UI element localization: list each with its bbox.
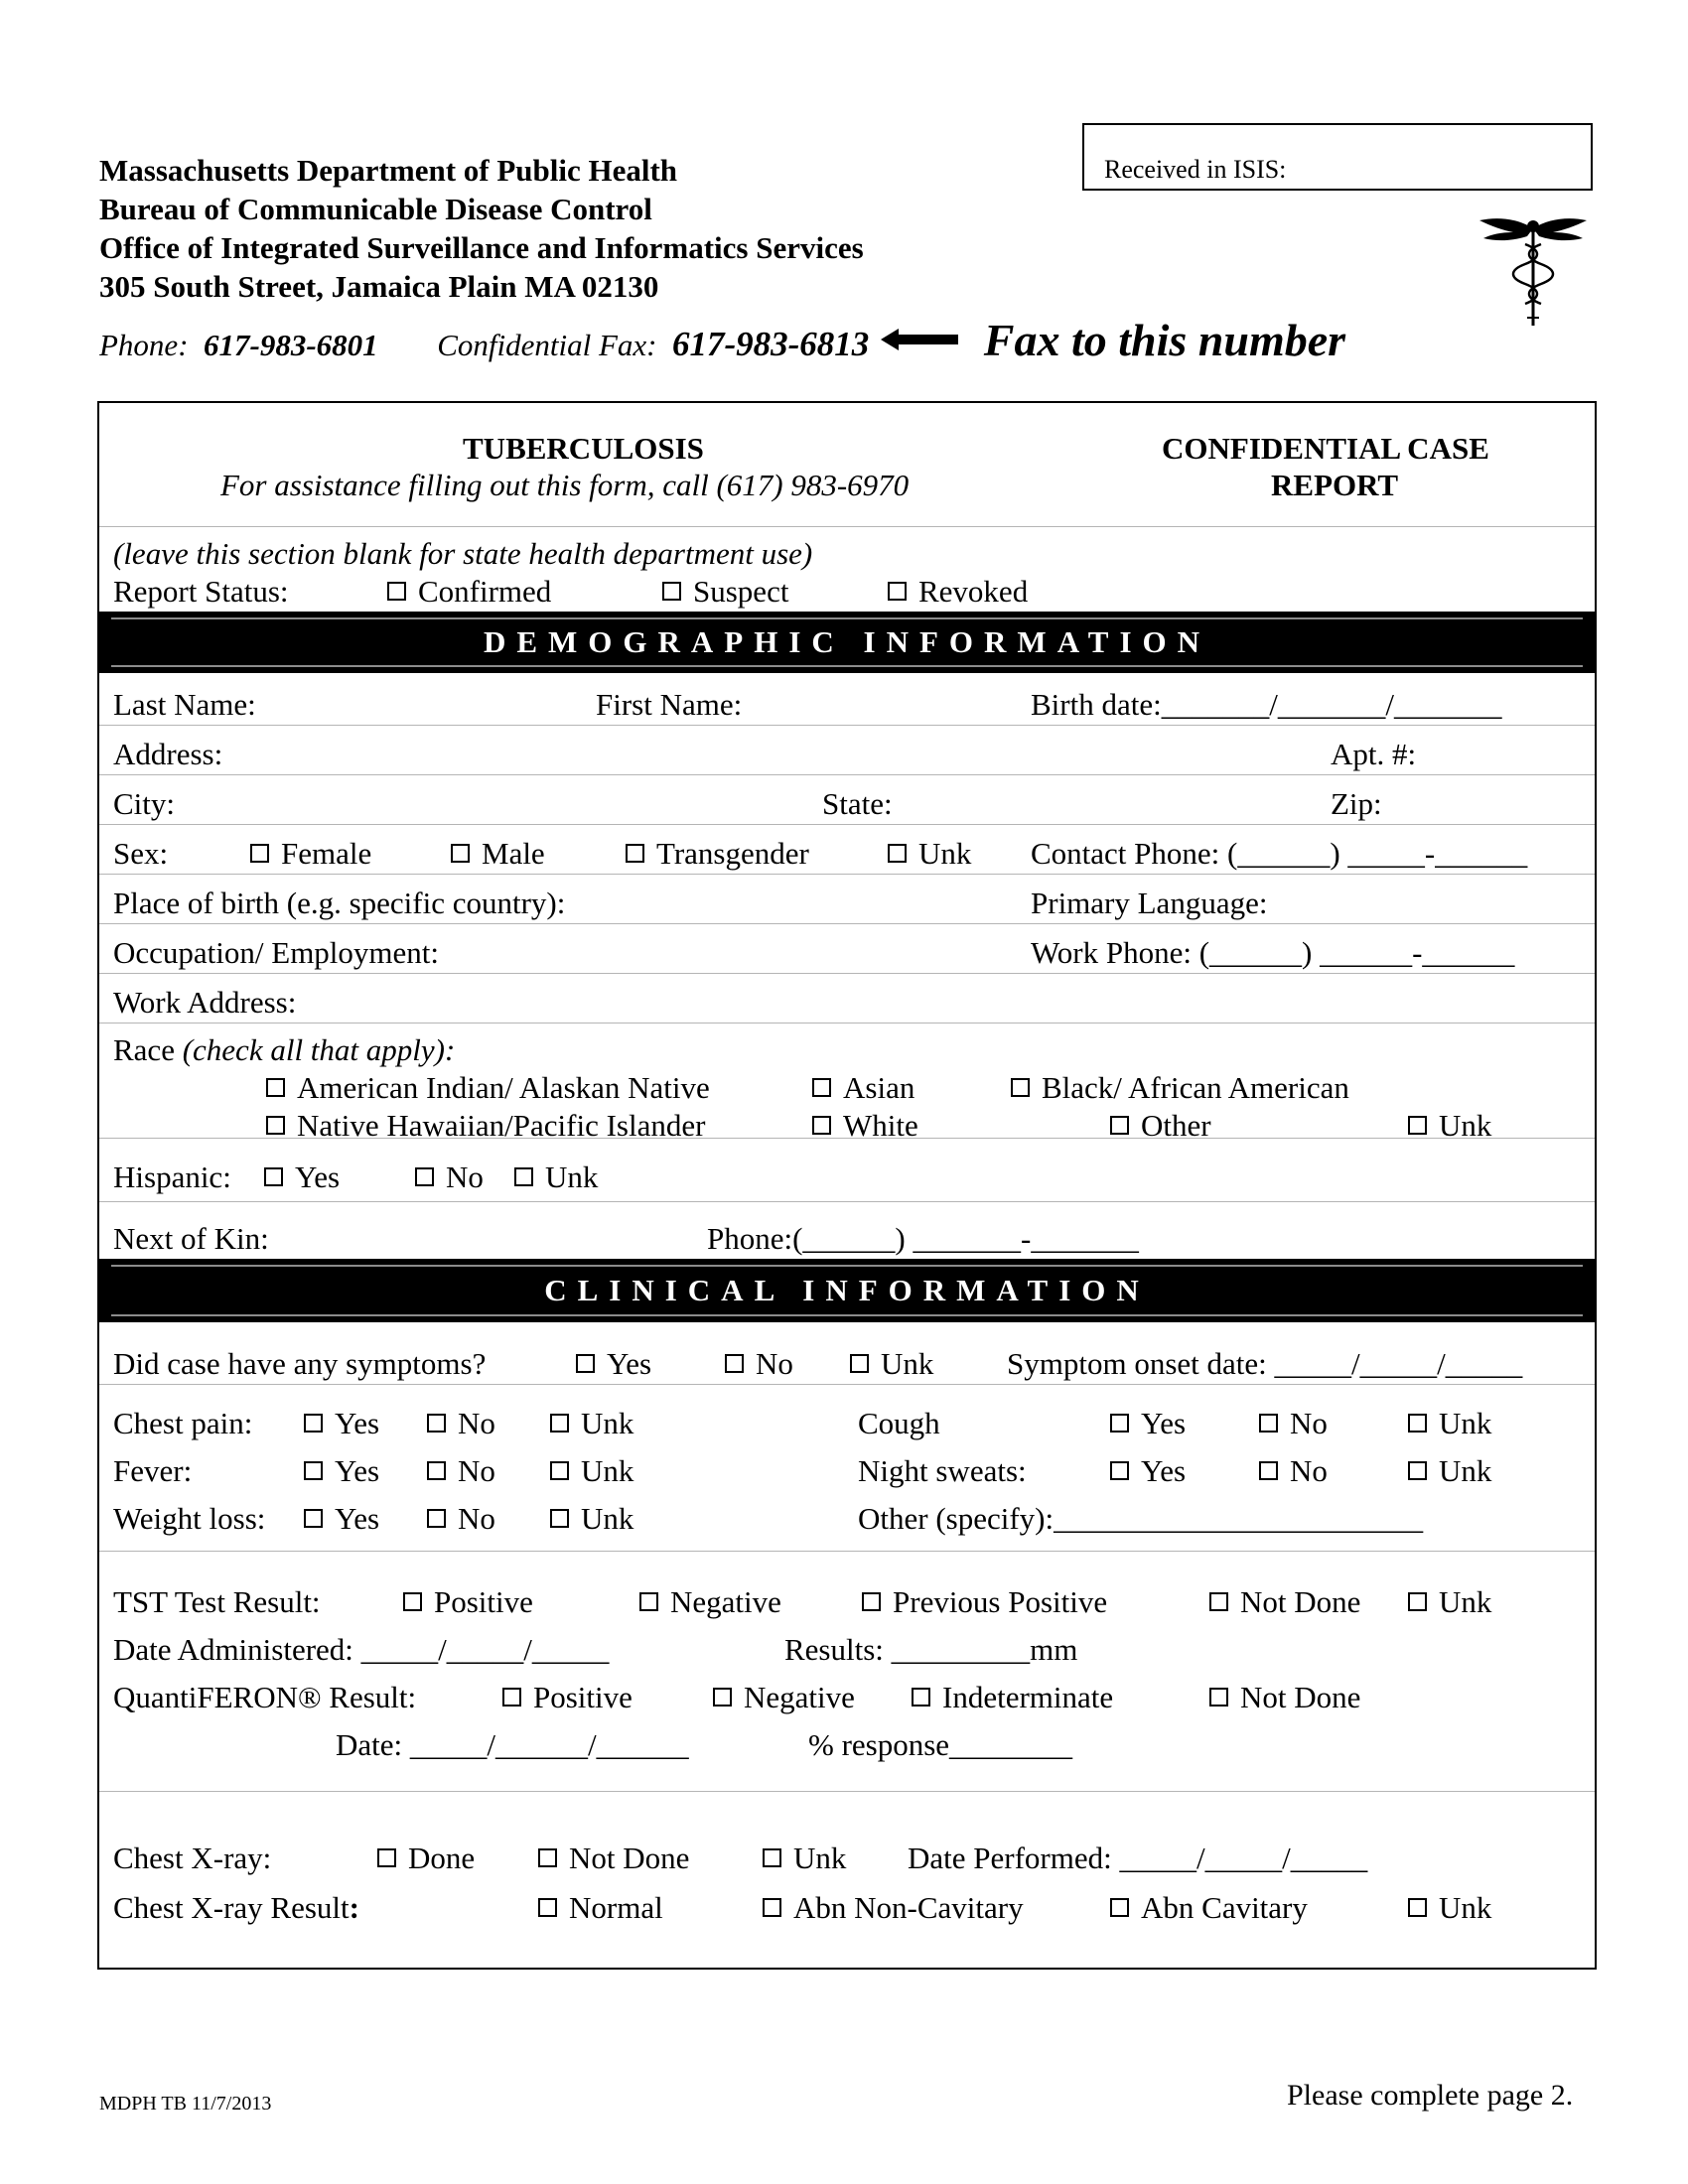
qft-not-done-checkbox[interactable]: Not Done <box>1209 1682 1360 1712</box>
date-performed-field[interactable]: Date Performed: _____/_____/_____ <box>908 1841 1368 1875</box>
status-confirmed-checkbox[interactable]: Confirmed <box>387 576 551 607</box>
next-of-kin-field[interactable]: Next of Kin: <box>113 1221 269 1256</box>
chest-xray-label: Chest X-ray: <box>113 1841 272 1875</box>
cxr-abn-non-cavitary-checkbox[interactable]: Abn Non-Cavitary <box>763 1892 1024 1923</box>
chest-pain-no-checkbox[interactable]: No <box>427 1408 495 1438</box>
symptoms-question: Did case have any symptoms? <box>113 1346 487 1381</box>
race-label: Race (check all that apply): <box>113 1032 456 1067</box>
weight-loss-yes-checkbox[interactable]: Yes <box>304 1503 379 1534</box>
symptoms-no-checkbox[interactable]: No <box>725 1348 793 1379</box>
status-revoked-checkbox[interactable]: Revoked <box>888 576 1028 607</box>
race-black-checkbox[interactable]: Black/ African American <box>1011 1072 1349 1103</box>
qft-response-field[interactable]: % response________ <box>808 1727 1073 1762</box>
arrow-left-icon <box>881 324 958 359</box>
fever-label: Fever: <box>113 1453 193 1488</box>
status-suspect-checkbox[interactable]: Suspect <box>662 576 788 607</box>
date-administered-field[interactable]: Date Administered: _____/_____/_____ <box>113 1632 610 1667</box>
qft-negative-checkbox[interactable]: Negative <box>713 1682 855 1712</box>
weight-loss-no-checkbox[interactable]: No <box>427 1503 495 1534</box>
agency-name: Massachusetts Department of Public Health <box>99 153 678 188</box>
race-asian-checkbox[interactable]: Asian <box>812 1072 914 1103</box>
birth-date-field[interactable]: Birth date:_______/_______/_______ <box>1031 687 1502 722</box>
race-american-indian-checkbox[interactable]: American Indian/ Alaskan Native <box>266 1072 710 1103</box>
weight-loss-label: Weight loss: <box>113 1501 266 1536</box>
report-status-label: Report Status: <box>113 574 289 609</box>
symptom-onset-field[interactable]: Symptom onset date: _____/_____/_____ <box>1007 1346 1523 1381</box>
sex-female-checkbox[interactable]: Female <box>250 838 371 869</box>
tst-negative-checkbox[interactable]: Negative <box>639 1586 781 1617</box>
chest-pain-label: Chest pain: <box>113 1406 253 1440</box>
demographic-heading: DEMOGRAPHIC INFORMATION <box>99 612 1595 673</box>
night-sweats-label: Night sweats: <box>858 1453 1027 1488</box>
cxr-unk-checkbox[interactable]: Unk <box>763 1843 846 1873</box>
occupation-field[interactable]: Occupation/ Employment: <box>113 935 440 970</box>
chest-xray-result-label: Chest X-ray Result: <box>113 1890 359 1925</box>
caduceus-icon <box>1477 214 1589 328</box>
clinical-heading: CLINICAL INFORMATION <box>99 1259 1595 1322</box>
tst-previous-positive-checkbox[interactable]: Previous Positive <box>862 1586 1107 1617</box>
other-symptom-field[interactable]: Other (specify):________________________ <box>858 1501 1424 1536</box>
hispanic-label: Hispanic: <box>113 1160 231 1194</box>
case-report-form <box>97 401 1597 1970</box>
work-phone-field[interactable]: Work Phone: (______) ______-______ <box>1031 935 1515 970</box>
night-sweats-no-checkbox[interactable]: No <box>1259 1455 1328 1486</box>
cough-yes-checkbox[interactable]: Yes <box>1110 1408 1186 1438</box>
fax-note: Fax to this number <box>983 315 1346 365</box>
apt-field[interactable]: Apt. #: <box>1331 737 1417 771</box>
last-name-field[interactable]: Last Name: <box>113 687 256 722</box>
cough-label: Cough <box>858 1406 940 1440</box>
cxr-result-unk-checkbox[interactable]: Unk <box>1408 1892 1491 1923</box>
form-title: TUBERCULOSIS <box>463 431 704 466</box>
hispanic-no-checkbox[interactable]: No <box>415 1161 484 1192</box>
fax-number: 617-983-6813 <box>671 325 870 363</box>
state-use-note: (leave this section blank for state health department use) <box>113 536 813 571</box>
qft-indeterminate-checkbox[interactable]: Indeterminate <box>912 1682 1113 1712</box>
hispanic-yes-checkbox[interactable]: Yes <box>264 1161 340 1192</box>
cxr-not-done-checkbox[interactable]: Not Done <box>538 1843 689 1873</box>
confidential-title-2: REPORT <box>1271 468 1399 502</box>
city-field[interactable]: City: <box>113 786 176 821</box>
kin-phone-field[interactable]: Phone:(______) _______-_______ <box>707 1221 1139 1256</box>
race-other-checkbox[interactable]: Other <box>1110 1110 1211 1141</box>
zip-field[interactable]: Zip: <box>1331 786 1382 821</box>
contact-phone-field[interactable]: Contact Phone: (______) _____-______ <box>1031 836 1528 871</box>
night-sweats-yes-checkbox[interactable]: Yes <box>1110 1455 1186 1486</box>
fever-no-checkbox[interactable]: No <box>427 1455 495 1486</box>
tst-results-field[interactable]: Results: _________mm <box>784 1632 1078 1667</box>
race-note: (check all that apply): <box>182 1032 456 1067</box>
sex-unk-checkbox[interactable]: Unk <box>888 838 971 869</box>
address-field[interactable]: Address: <box>113 737 223 771</box>
assistance-note: For assistance filling out this form, call (617) 983-6970 <box>220 468 910 502</box>
quantiferon-label: QuantiFERON® Result: <box>113 1680 417 1714</box>
cough-no-checkbox[interactable]: No <box>1259 1408 1328 1438</box>
qft-date-field[interactable]: Date: _____/______/______ <box>336 1727 689 1762</box>
symptoms-yes-checkbox[interactable]: Yes <box>576 1348 651 1379</box>
received-label: Received in ISIS: <box>1104 155 1287 184</box>
sex-transgender-checkbox[interactable]: Transgender <box>626 838 809 869</box>
cxr-abn-cavitary-checkbox[interactable]: Abn Cavitary <box>1110 1892 1308 1923</box>
agency-address: 305 South Street, Jamaica Plain MA 02130 <box>99 269 659 304</box>
primary-language-field[interactable]: Primary Language: <box>1031 886 1268 920</box>
cough-unk-checkbox[interactable]: Unk <box>1408 1408 1491 1438</box>
first-name-field[interactable]: First Name: <box>596 687 743 722</box>
agency-header <box>99 151 864 306</box>
page-note: Please complete page 2. <box>1287 2079 1574 2112</box>
place-of-birth-field[interactable]: Place of birth (e.g. specific country): <box>113 886 566 920</box>
fever-yes-checkbox[interactable]: Yes <box>304 1455 379 1486</box>
race-white-checkbox[interactable]: White <box>812 1110 918 1141</box>
work-address-field[interactable]: Work Address: <box>113 985 297 1020</box>
tst-label: TST Test Result: <box>113 1584 321 1619</box>
confidential-title-1: CONFIDENTIAL CASE <box>1162 431 1489 466</box>
tst-unk-checkbox[interactable]: Unk <box>1408 1586 1491 1617</box>
qft-positive-checkbox[interactable]: Positive <box>502 1682 633 1712</box>
bureau-name: Bureau of Communicable Disease Control <box>99 192 652 226</box>
chest-pain-yes-checkbox[interactable]: Yes <box>304 1408 379 1438</box>
weight-loss-unk-checkbox[interactable]: Unk <box>550 1503 633 1534</box>
race-native-hawaiian-checkbox[interactable]: Native Hawaiian/Pacific Islander <box>266 1110 705 1141</box>
received-in-isis-box <box>1082 123 1593 191</box>
race-unk-checkbox[interactable]: Unk <box>1408 1110 1491 1141</box>
night-sweats-unk-checkbox[interactable]: Unk <box>1408 1455 1491 1486</box>
fax-label: Confidential Fax: <box>437 328 657 362</box>
tst-not-done-checkbox[interactable]: Not Done <box>1209 1586 1360 1617</box>
phone-label: Phone: <box>99 328 189 362</box>
cxr-normal-checkbox[interactable]: Normal <box>538 1892 663 1923</box>
tst-positive-checkbox[interactable]: Positive <box>403 1586 533 1617</box>
sex-label: Sex: <box>113 836 169 871</box>
sex-male-checkbox[interactable]: Male <box>451 838 545 869</box>
hispanic-unk-checkbox[interactable]: Unk <box>514 1161 598 1192</box>
phone-number: 617-983-6801 <box>204 328 378 362</box>
contact-line <box>99 314 1345 366</box>
form-version: MDPH TB 11/7/2013 <box>99 2093 272 2115</box>
state-field[interactable]: State: <box>822 786 893 821</box>
office-name: Office of Integrated Surveillance and Informatics Services <box>99 230 864 265</box>
symptoms-unk-checkbox[interactable]: Unk <box>850 1348 933 1379</box>
fever-unk-checkbox[interactable]: Unk <box>550 1455 633 1486</box>
chest-pain-unk-checkbox[interactable]: Unk <box>550 1408 633 1438</box>
cxr-done-checkbox[interactable]: Done <box>377 1843 475 1873</box>
